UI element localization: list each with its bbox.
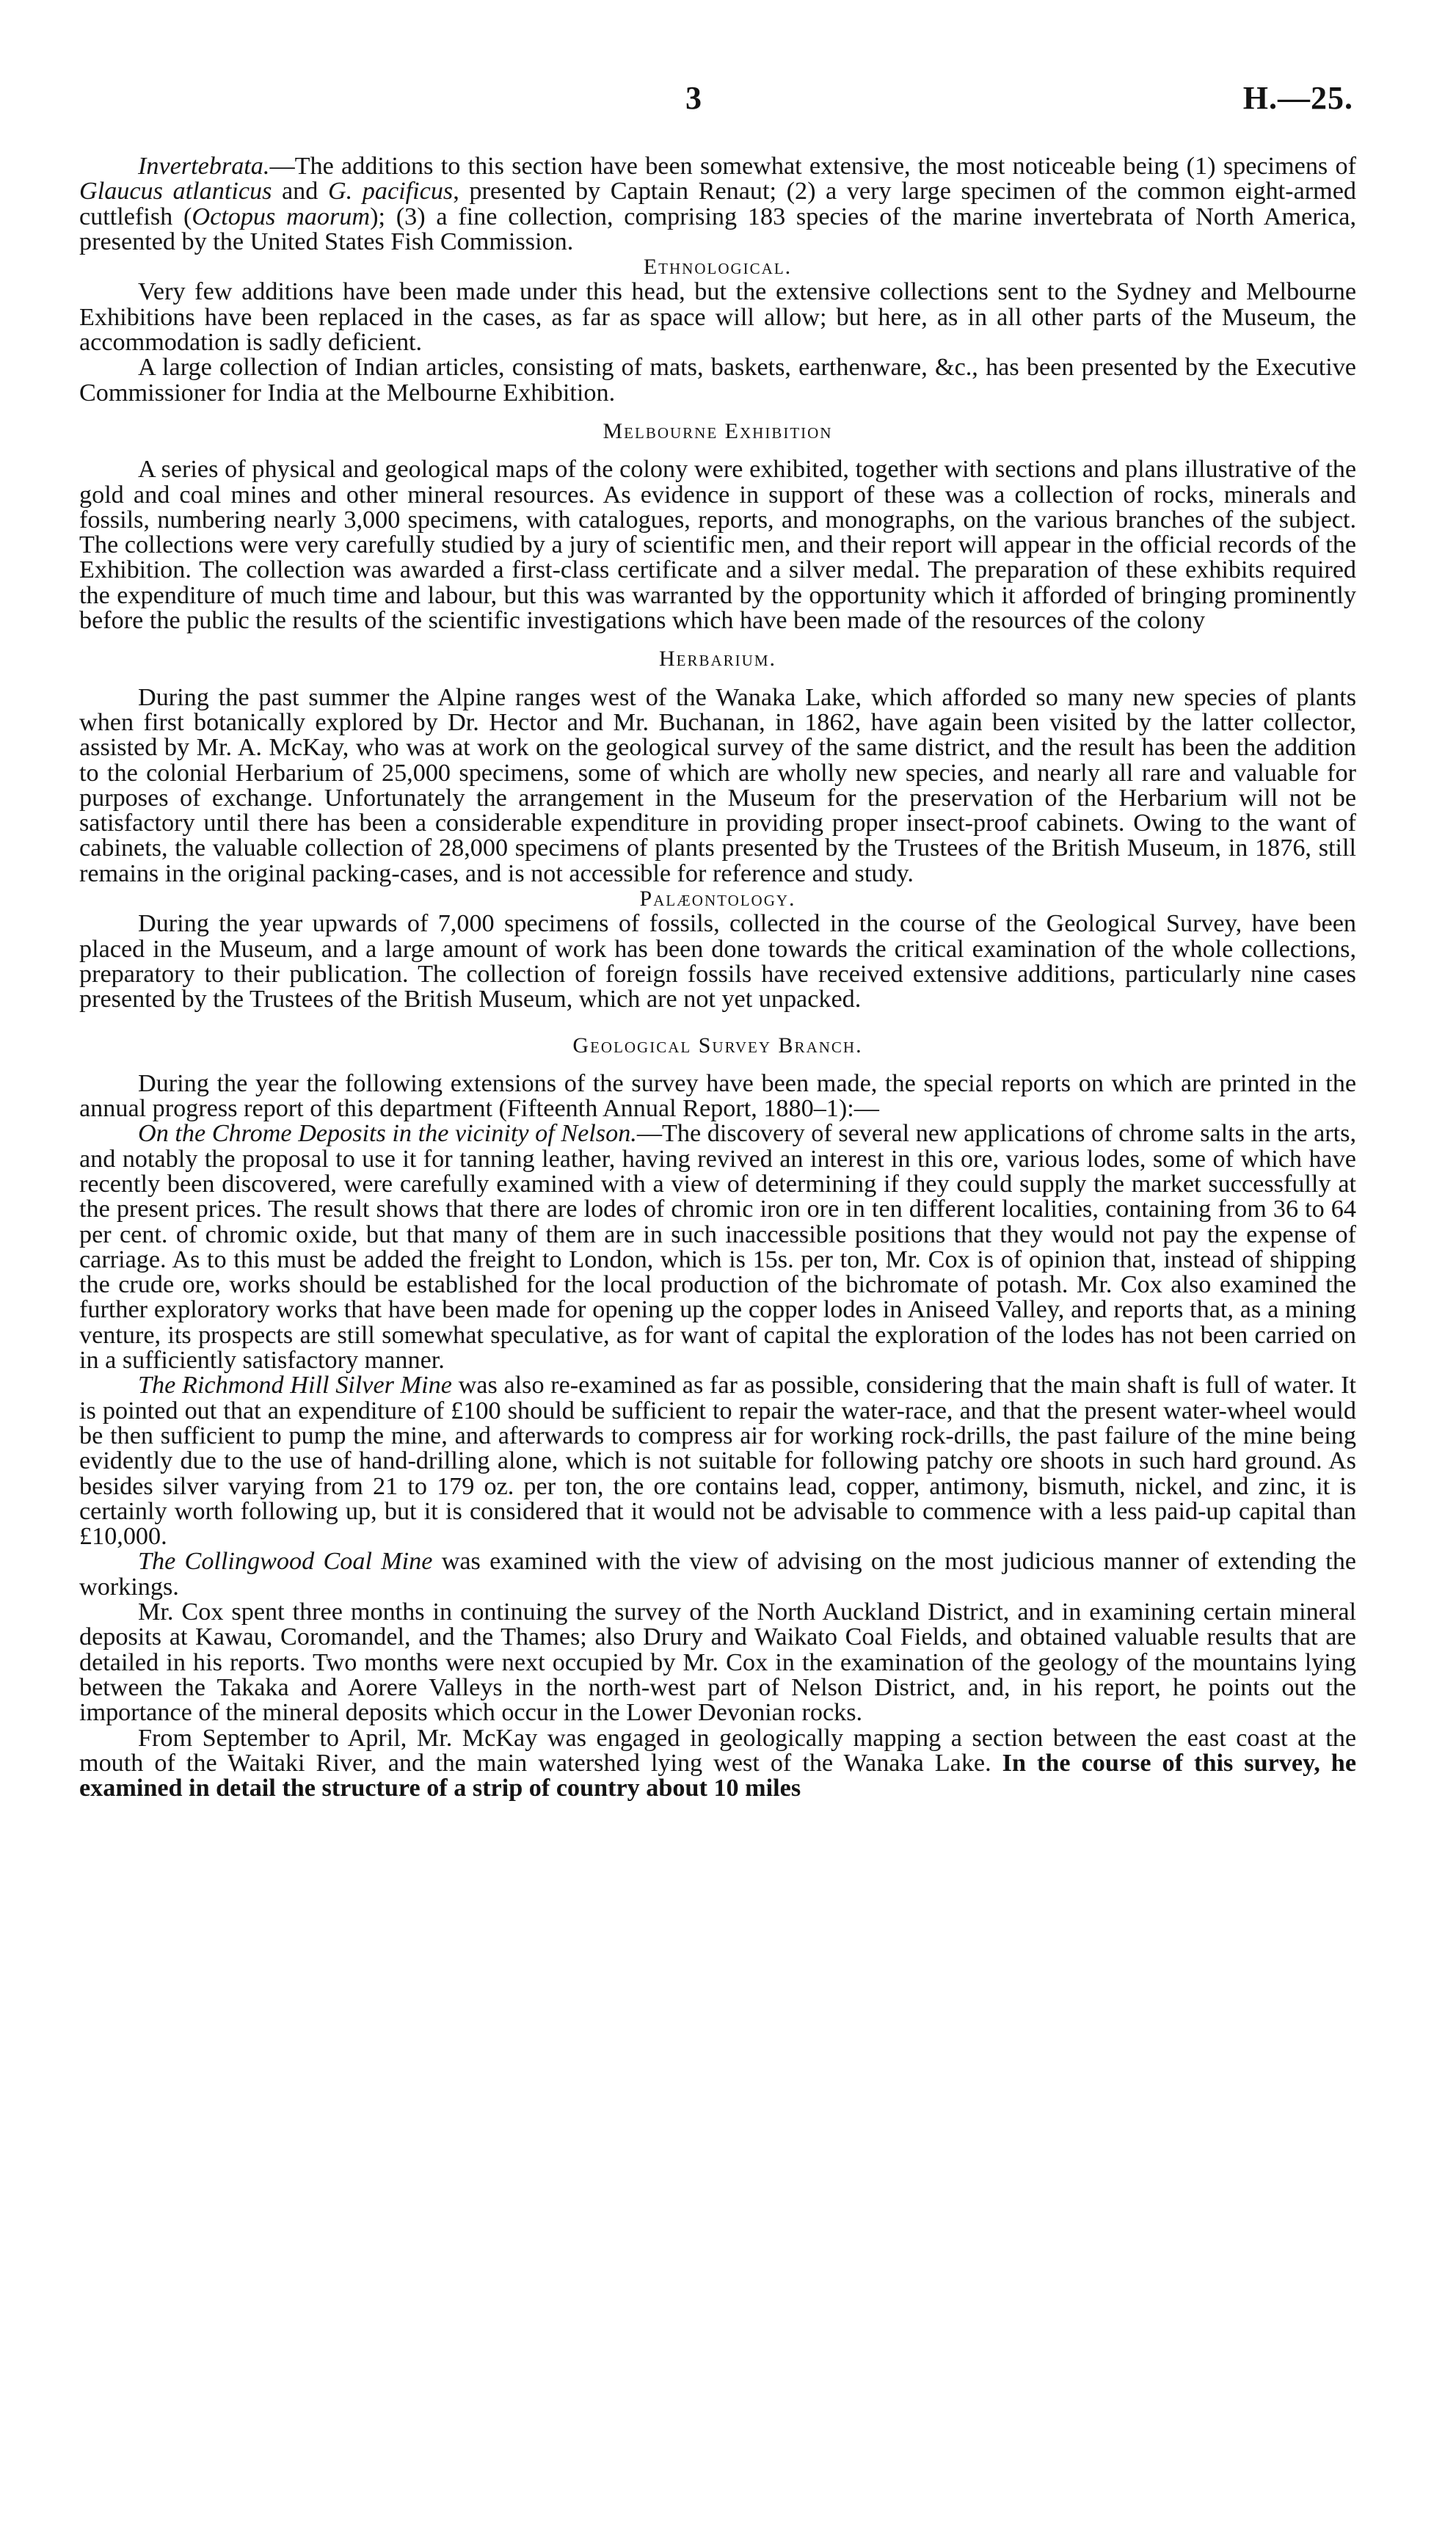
invertebrata-text-2: and <box>272 178 328 205</box>
palaeontology-paragraph: During the year upwards of 7,000 specimens of fossils, collected in the course of the Geological Survey, have been placed in the Museum, and a large amount of work has been done towards the critical examination of the whole collections, preparatory to their publication. The collection of foreign fossils have received extensive additions, particularly nine cases presented by the Trustees of the British Museum, which are not yet unpacked. <box>79 910 1356 1014</box>
chrome-deposits-paragraph <box>79 1121 1356 1373</box>
herbarium-paragraph: During the past summer the Alpine ranges west of the Wanaka Lake, which afforded so many new species of plants when first botanically explored by Dr. Hector and Mr. Buchanan, in 1862, have again been visited by the latter collector, assisted by Mr. A. McKay, who was at work on the geological survey of the same district, and the result has been the addition to the colonial Herbarium of 25,000 specimens, some of which are wholly new species, and nearly all rare and valuable for purposes of exchange. Unfortunately the arrangement in the Museum for the preservation of the Herbarium will not be satisfactory until there has been a considerable expenditure in providing proper insect-proof cabinets. Owing to the want of cabinets, the valuable collection of 28,000 specimens of plants presented by the Trustees of the British Museum, in 1876, still remains in the original packing-cases, and is not accessible for reference and study. <box>79 683 1356 887</box>
chrome-deposits-title: On the Chrome Deposits in the vicinity of Nelson. <box>138 1120 637 1148</box>
document-code: H.—25. <box>1242 80 1353 116</box>
coal-mine-text: was examined with the view of advising on the most judicious manner of extending the workings. <box>79 1548 1356 1601</box>
palaeontology-heading: Palæontology. <box>639 887 796 911</box>
species-glaucus-atlanticus: Glaucus atlanticus <box>79 178 272 205</box>
chrome-deposits-text: —The discovery of several new applications of chrome salts in the arts, and notably the proposal to use it for tanning leather, having revived an interest in this ore, various lodes, some of which have recently been discovered, were carefully examined with a view of determining if they could supply the market successfully at the present prices. The result shows that there are lodes of chromic iron ore in ten different localities, containing from 36 to 64 per cent. of chromic oxide, but that many of them are in such inaccessible positions that they would not pay the expense of carriage. As to this must be added the freight to London, which is 15s. per ton, Mr. Cox is of opinion that, instead of shipping the crude ore, works should be established for the local production of the bichromate of potash. Mr. Cox also examined the further exploratory works that have been made for opening up the copper lodes in Aniseed Valley, and reports that, as a mining venture, its prospects are still somewhat speculative, as for want of capital the exploration of the lodes has not been carried on in a sufficiently satisfactory manner. <box>79 1120 1356 1375</box>
melbourne-exhibition-paragraph: A series of physical and geological maps of the colony were exhibited, together with sections and plans illustrative of the gold and coal mines and other mineral resources. As evidence in support of these was a collection of rocks, minerals and fossils, numbering nearly 3,000 specimens, with catalogues, reports, and monographs, on the various branches of the subject. The collections were very carefully studied by a jury of scientific men, and their report will appear in the official records of the Exhibition. The collection was awarded a first-class certificate and a silver medal. The preparation of these exhibits required the expenditure of much time and labour, but this was warranted by the opportunity which it afforded of bringing prominently before the public the results of the scientific investigations which have been made of the resources of the colony <box>79 456 1356 635</box>
invertebrata-text-3: , presented by Captain Renaut; (2) a very large specimen of the common eight-armed cuttlefish ( <box>79 178 1356 230</box>
invertebrata-lead: Invertebrata. <box>138 153 270 180</box>
geological-survey-heading: Geological Survey Branch. <box>572 1033 863 1058</box>
page-number: 3 <box>685 80 702 116</box>
ethnological-paragraph-1: Very few additions have been made under this head, but the extensive collections sent to the Sydney and Melbourne Exhibitions have been replaced in the cases, as far as space will allow; but here, as in all other parts of the Museum, the accommodation is sadly deficient. <box>79 278 1356 357</box>
silver-mine-paragraph <box>79 1373 1356 1549</box>
mckay-survey-continuation: In the course of this survey, he examined in detail the structure of a strip of country about 10 miles <box>79 1749 1356 1802</box>
cox-survey-paragraph: Mr. Cox spent three months in continuing the survey of the North Auckland District, and in examining certain mineral deposits at Kawau, Coromandel, and the Thames; also Drury and Waikato Coal Fields, and obtained valuable results that are detailed in his reports. Two months were next occupied by Mr. Cox in the examination of the geology of the mountains lying between the Takaka and Aorere Valleys in the north-west part of Nelson District, and, in his report, he points out the importance of the mineral deposits which occur in the Lower Devonian rocks. <box>79 1598 1356 1727</box>
coal-mine-title: The Collingwood Coal Mine <box>138 1548 433 1576</box>
document-body <box>79 154 1356 1801</box>
mckay-survey-paragraph <box>79 1726 1356 1802</box>
page-header <box>0 79 1456 123</box>
ethnological-heading: Ethnological. <box>643 255 793 280</box>
invertebrata-text-1: —The additions to this section have been somewhat extensive, the most noticeable being (1) specimens of <box>269 153 1356 180</box>
mckay-survey-text: From September to April, Mr. McKay was engaged in geologically mapping a section between the east coast at the mouth of the Waitaki River, and the main watershed lying west of the Wanaka Lake. <box>79 1724 1356 1777</box>
silver-mine-title: The Richmond Hill Silver Mine <box>138 1372 452 1400</box>
melbourne-exhibition-heading: Melbourne Exhibition <box>603 418 833 443</box>
invertebrata-text-4: ); (3) a fine collection, comprising 183 species of the marine invertebrata of North America, presented by the United States Fish Commission. <box>79 203 1356 255</box>
ethnological-paragraph-2: A large collection of Indian articles, consisting of mats, baskets, earthenware, &c., has been presented by the Executive Commissioner for India at the Melbourne Exhibition. <box>79 354 1356 407</box>
species-octopus-maorum: Octopus maorum <box>192 203 371 230</box>
species-glaucus-pacificus: G. pacificus <box>327 178 454 205</box>
herbarium-heading: Herbarium. <box>658 647 776 672</box>
invertebrata-paragraph <box>79 154 1356 255</box>
coal-mine-paragraph <box>79 1549 1356 1600</box>
silver-mine-text: was also re-examined as far as possible, considering that the main shaft is full of water. It is pointed out that an expenditure of £100 should be sufficient to repair the water-race, and that the present water-wheel would be then sufficient to pump the mine, and afterwards to compress air for working rock-drills, the past failure of the mine being evidently due to the use of hand-drilling alone, which is not suitable for following patchy ore shoots in such hard ground. As besides silver varying from 21 to 179 oz. per ton, the ore contains lead, copper, antimony, bismuth, nickel, and zinc, it is certainly worth following up, but it is considered that it would not be advisable to commence with a less paid-up capital than £10,000. <box>79 1372 1356 1551</box>
geological-survey-intro: During the year the following extensions of the survey have been made, the special reports on which are printed in the annual progress report of this department (Fifteenth Annual Report, 1880–1):— <box>79 1069 1356 1123</box>
